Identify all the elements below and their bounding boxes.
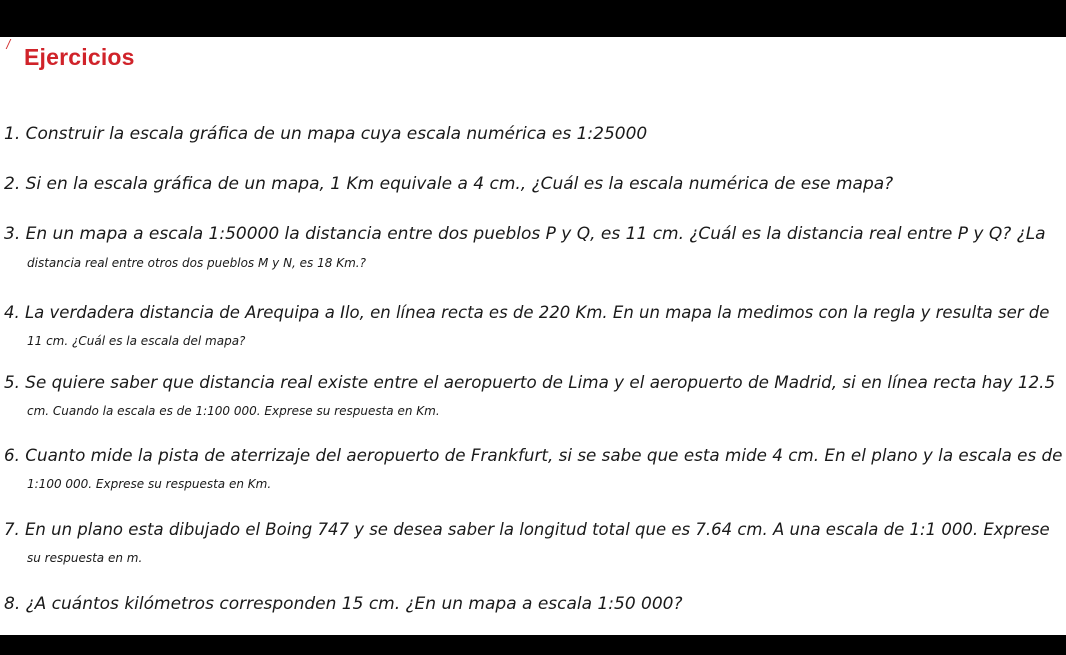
- exercise-line: distancia real entre otros dos pueblos M y N, es 18 Km.?: [27, 256, 366, 270]
- exercise-7: [4, 515, 1062, 573]
- exercise-line: 5. Se quiere saber que distancia real existe entre el aeropuerto de Lima y el aeropuerto de Madrid, si en línea recta hay 12.5: [4, 372, 1056, 392]
- exercise-1: [4, 120, 1062, 149]
- document-page: [0, 37, 1066, 635]
- exercise-line: 4. La verdadera distancia de Arequipa a Ilo, en línea recta es de 220 Km. En un mapa la medimos con la regla y resulta ser de: [4, 303, 1050, 322]
- exercise-3: [4, 220, 1062, 278]
- exercise-line: su respuesta en m.: [27, 551, 143, 565]
- exercise-line: 2. Si en la escala gráfica de un mapa, 1 Km equivale a 4 cm., ¿Cuál es la escala numérica de ese mapa?: [4, 174, 894, 194]
- exercise-line: 8. ¿A cuántos kilómetros corresponden 15 cm. ¿En un mapa a escala 1:50 000?: [4, 594, 683, 614]
- exercise-line: 7. En un plano esta dibujado el Boing 747 y se desea saber la longitud total que es 7.64 cm. A una escala de 1:1 000. Exprese: [4, 520, 1050, 539]
- exercise-line: cm. Cuando la escala es de 1:100 000. Exprese su respuesta en Km.: [27, 404, 440, 418]
- exercise-5: [4, 368, 1062, 426]
- exercise-line: 1. Construir la escala gráfica de un mapa cuya escala numérica es 1:25000: [4, 124, 648, 144]
- exercise-6: [4, 441, 1062, 499]
- corner-mark-icon: [6, 39, 18, 49]
- exercise-line: 6. Cuanto mide la pista de aterrizaje del aeropuerto de Frankfurt, si se sabe que esta mide 4 cm. En el plano y la escala es de: [4, 445, 1063, 465]
- exercise-line: 1:100 000. Exprese su respuesta en Km.: [27, 477, 272, 491]
- exercise-8: [4, 590, 1062, 619]
- exercise-line: 11 cm. ¿Cuál es la escala del mapa?: [27, 334, 246, 348]
- exercise-line: 3. En un mapa a escala 1:50000 la distancia entre dos pueblos P y Q, es 11 cm. ¿Cuál es la distancia real entre P y Q? ¿La: [4, 224, 1046, 244]
- exercise-4: [4, 298, 1062, 356]
- exercise-2: [4, 170, 1062, 199]
- page-title: Ejercicios: [24, 44, 135, 70]
